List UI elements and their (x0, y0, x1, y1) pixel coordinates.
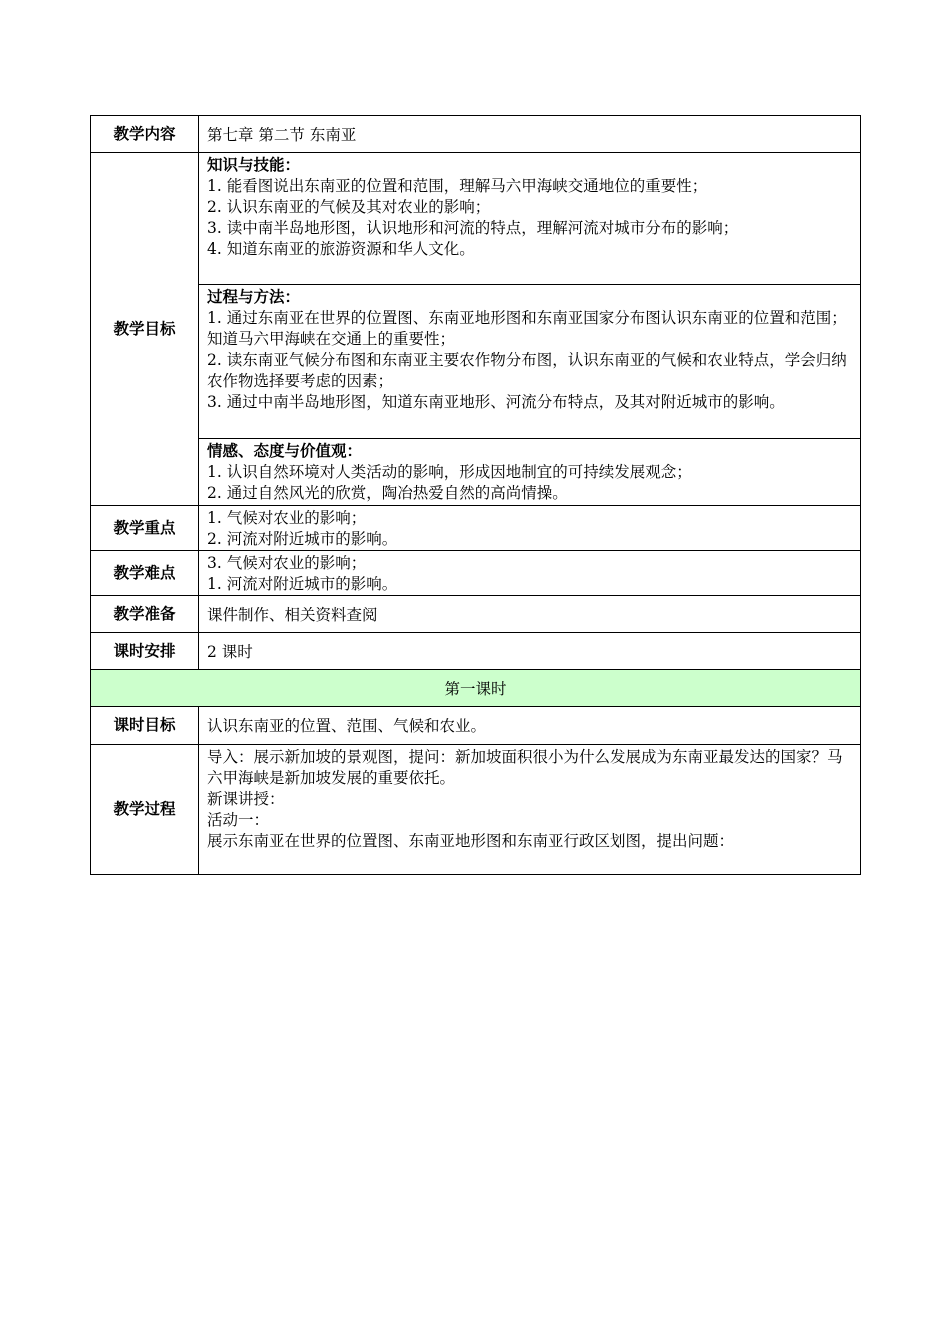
value-content: 第七章 第二节 东南亚 (199, 116, 861, 153)
label-schedule: 课时安排 (91, 633, 199, 670)
label-goals: 教学目标 (91, 153, 199, 506)
goals-process-cell (199, 285, 861, 439)
process-title: 过程与方法： (207, 288, 301, 306)
label-preparation: 教学准备 (91, 596, 199, 633)
process-item-1: 1. 通过东南亚在世界的位置图、东南亚地形图和东南亚国家分布图认识东南亚的位置和范围；知道马六甲海峡在交通上的重要性； (207, 309, 847, 348)
process-item-3: 3. 通过中南半岛地形图，知道东南亚地形、河流分布特点，及其对附近城市的影响。 (207, 393, 785, 411)
knowledge-item-4: 4. 知道东南亚的旅游资源和华人文化。 (207, 240, 475, 258)
row-section-title (91, 670, 861, 707)
goals-knowledge-cell (199, 153, 861, 285)
label-process: 教学过程 (91, 745, 199, 875)
process-cell (199, 745, 861, 875)
label-difficulties: 教学难点 (91, 551, 199, 596)
section-title: 第一课时 (91, 670, 861, 707)
row-goals-process (91, 285, 861, 439)
difficulties-cell (199, 551, 861, 596)
emotion-item-2: 2. 通过自然风光的欣赏，陶冶热爱自然的高尚情操。 (207, 484, 568, 502)
process-line-3: 活动一： (207, 811, 270, 829)
value-lesson-goal: 认识东南亚的位置、范围、气候和农业。 (199, 707, 861, 745)
row-lesson-goal (91, 707, 861, 745)
value-preparation: 课件制作、相关资料查阅 (199, 596, 861, 633)
label-content: 教学内容 (91, 116, 199, 153)
process-line-4: 展示东南亚在世界的位置图、东南亚地形图和东南亚行政区划图，提出问题： (207, 832, 735, 850)
knowledge-item-1: 1. 能看图说出东南亚的位置和范围，理解马六甲海峡交通地位的重要性； (207, 177, 708, 195)
difficulty-1: 3. 气候对农业的影响； (207, 554, 367, 572)
process-item-2: 2. 读东南亚气候分布图和东南亚主要农作物分布图，认识东南亚的气候和农业特点，学会归纳农作物选择要考虑的因素； (207, 351, 847, 390)
label-key-points: 教学重点 (91, 506, 199, 551)
row-preparation (91, 596, 861, 633)
knowledge-item-2: 2. 认识东南亚的气候及其对农业的影响； (207, 198, 491, 216)
goals-emotion-cell (199, 439, 861, 506)
emotion-item-1: 1. 认识自然环境对人类活动的影响，形成因地制宜的可持续发展观念； (207, 463, 692, 481)
process-line-2: 新课讲授： (207, 790, 285, 808)
row-process (91, 745, 861, 875)
key-point-1: 1. 气候对农业的影响； (207, 509, 367, 527)
row-key-points (91, 506, 861, 551)
knowledge-item-3: 3. 读中南半岛地形图，认识地形和河流的特点，理解河流对城市分布的影响； (207, 219, 739, 237)
row-goals-knowledge (91, 153, 861, 285)
row-difficulties (91, 551, 861, 596)
key-points-cell (199, 506, 861, 551)
process-line-1: 导入：展示新加坡的景观图，提问：新加坡面积很小为什么发展成为东南亚最发达的国家？马六甲海峡是新加坡发展的重要依托。 (207, 748, 843, 787)
row-goals-emotion (91, 439, 861, 506)
emotion-title: 情感、态度与价值观： (207, 442, 363, 460)
value-schedule: 2 课时 (199, 633, 861, 670)
difficulty-2: 1. 河流对附近城市的影响。 (207, 575, 398, 593)
row-schedule (91, 633, 861, 670)
row-content (91, 116, 861, 153)
lesson-plan-table (90, 115, 861, 875)
label-lesson-goal: 课时目标 (91, 707, 199, 745)
key-point-2: 2. 河流对附近城市的影响。 (207, 530, 398, 548)
knowledge-title: 知识与技能： (207, 156, 301, 174)
